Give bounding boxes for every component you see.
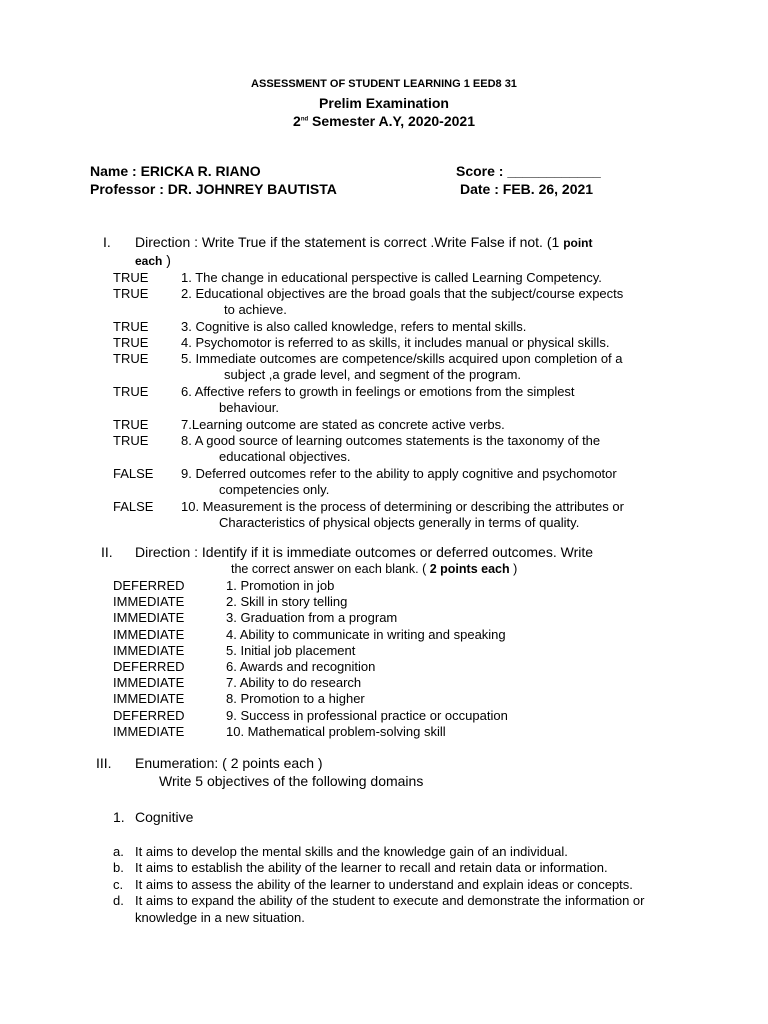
part1-statement: 9. Deferred outcomes refer to the ability to apply cognitive and psychomotor xyxy=(181,466,617,481)
part2-answer: IMMEDIATE xyxy=(113,642,185,658)
part1-statement-cont: educational objectives. xyxy=(219,449,351,464)
part1-statement: 4. Psychomotor is referred to as skills, it includes manual or physical skills. xyxy=(181,335,610,350)
part1-statement: 6. Affective refers to growth in feelings or emotions from the simplest xyxy=(181,384,575,399)
part1-answer: TRUE xyxy=(113,335,149,350)
objective-text: It aims to establish the ability of the learner to recall and retain data or information. xyxy=(135,860,608,875)
part2-answer: DEFERRED xyxy=(113,707,185,723)
part2-answer: IMMEDIATE xyxy=(113,594,185,610)
part1-direction-text: Direction : Write True if the statement is correct .Write False if not. (1 xyxy=(135,234,560,250)
part1-answer: TRUE xyxy=(113,319,149,334)
course-title: ASSESSMENT OF STUDENT LEARNING 1 EED8 31 xyxy=(251,78,517,90)
part2-numeral: II. xyxy=(101,544,113,560)
part1-direction-cont xyxy=(135,252,171,268)
part1-statement: 10. Measurement is the process of determining or describing the attributes or xyxy=(181,499,624,514)
part1-answer: TRUE xyxy=(113,270,149,285)
objective-text-cont: knowledge in a new situation. xyxy=(135,910,305,925)
objective-text: It aims to expand the ability of the student to execute and demonstrate the information or xyxy=(135,893,645,908)
part2-outcome: 1. Promotion in job xyxy=(226,578,335,593)
part1-statement-cont: competencies only. xyxy=(219,482,330,497)
part1-statement: 7.Learning outcome are stated as concrete active verbs. xyxy=(181,417,505,432)
student-name: Name : ERICKA R. RIANO xyxy=(90,163,261,179)
part1-statement: 8. A good source of learning outcomes statements is the taxonomy of the xyxy=(181,433,601,448)
part1-statement-cont: Characteristics of physical objects generally in terms of quality. xyxy=(219,515,580,530)
objective-letter: d. xyxy=(113,893,124,908)
part2-answer: IMMEDIATE xyxy=(113,610,185,626)
part1-statement: 5. Immediate outcomes are competence/skills acquired upon completion of a xyxy=(181,351,623,366)
part2-close: ) xyxy=(513,562,518,576)
objective-letter: b. xyxy=(113,860,124,875)
domain-number: 1. xyxy=(113,809,125,825)
part3-title: Enumeration: ( 2 points each ) xyxy=(135,755,323,771)
part2-answer: IMMEDIATE xyxy=(113,626,185,642)
part1-direction xyxy=(135,234,593,250)
part1-answer: FALSE xyxy=(113,466,154,481)
semester-number: 2 xyxy=(293,113,301,129)
part1-answer: FALSE xyxy=(113,499,154,514)
part2-outcome: 9. Success in professional practice or occupation xyxy=(226,707,508,723)
part1-each-word: each xyxy=(135,254,163,268)
part2-direction-text: the correct answer on each blank. ( xyxy=(231,562,427,576)
part1-statement-cont: subject ,a grade level, and segment of the program. xyxy=(224,367,522,382)
part3-numeral: III. xyxy=(96,755,112,771)
part2-outcome: 7. Ability to do research xyxy=(226,675,362,691)
semester-suffix: nd xyxy=(300,116,309,123)
exam-date: Date : FEB. 26, 2021 xyxy=(460,181,594,197)
part2-outcome: 8. Promotion to a higher xyxy=(226,691,365,707)
part2-answer: DEFERRED xyxy=(113,578,185,593)
part2-outcome: 3. Graduation from a program xyxy=(226,610,398,626)
part1-answer: TRUE xyxy=(113,286,149,301)
part1-statement-cont: to achieve. xyxy=(224,302,287,317)
part1-answer: TRUE xyxy=(113,351,149,366)
objective-text: It aims to develop the mental skills and the knowledge gain of an individual. xyxy=(135,844,568,859)
part2-outcome: 4. Ability to communicate in writing and speaking xyxy=(226,626,506,642)
part1-statement: 2. Educational objectives are the broad goals that the subject/course expects xyxy=(181,286,624,301)
part2-points: 2 points each xyxy=(429,562,510,576)
part2-direction: Direction : Identify if it is immediate outcomes or deferred outcomes. Write xyxy=(135,544,594,560)
part2-outcome: 5. Initial job placement xyxy=(226,642,356,658)
part3-subtitle: Write 5 objectives of the following domains xyxy=(159,773,424,789)
part2-outcome: 2. Skill in story telling xyxy=(226,594,348,610)
part1-statement-cont: behaviour. xyxy=(219,400,279,415)
exam-title: Prelim Examination xyxy=(319,95,449,111)
professor-name: Professor : DR. JOHNREY BAUTISTA xyxy=(90,181,337,197)
objective-text: It aims to assess the ability of the learner to understand and explain ideas or concepts. xyxy=(135,877,633,892)
part1-close: ) xyxy=(166,252,171,268)
part2-outcome: 6. Awards and recognition xyxy=(226,659,376,674)
objective-letter: a. xyxy=(113,844,124,859)
domain-name: Cognitive xyxy=(135,809,194,825)
semester-line xyxy=(0,113,768,129)
part2-answer: IMMEDIATE xyxy=(113,675,185,691)
objective-letter: c. xyxy=(113,877,124,892)
part1-statement: 3. Cognitive is also called knowledge, refers to mental skills. xyxy=(181,319,527,334)
part1-answer: TRUE xyxy=(113,417,149,432)
part2-answer: DEFERRED xyxy=(113,659,185,674)
part2-answer: IMMEDIATE xyxy=(113,723,185,739)
part1-point-word: point xyxy=(563,236,593,250)
part1-answer: TRUE xyxy=(113,384,149,399)
part2-answer: IMMEDIATE xyxy=(113,691,185,707)
score-field: Score : ____________ xyxy=(456,163,601,179)
part2-outcome: 10. Mathematical problem-solving skill xyxy=(226,723,446,739)
part1-answer: TRUE xyxy=(113,433,149,448)
part2-direction-cont xyxy=(231,562,517,576)
part1-numeral: I. xyxy=(103,234,111,250)
semester-text: Semester A.Y, 2020-2021 xyxy=(308,113,475,129)
part1-statement: 1. The change in educational perspective is called Learning Competency. xyxy=(181,270,602,285)
